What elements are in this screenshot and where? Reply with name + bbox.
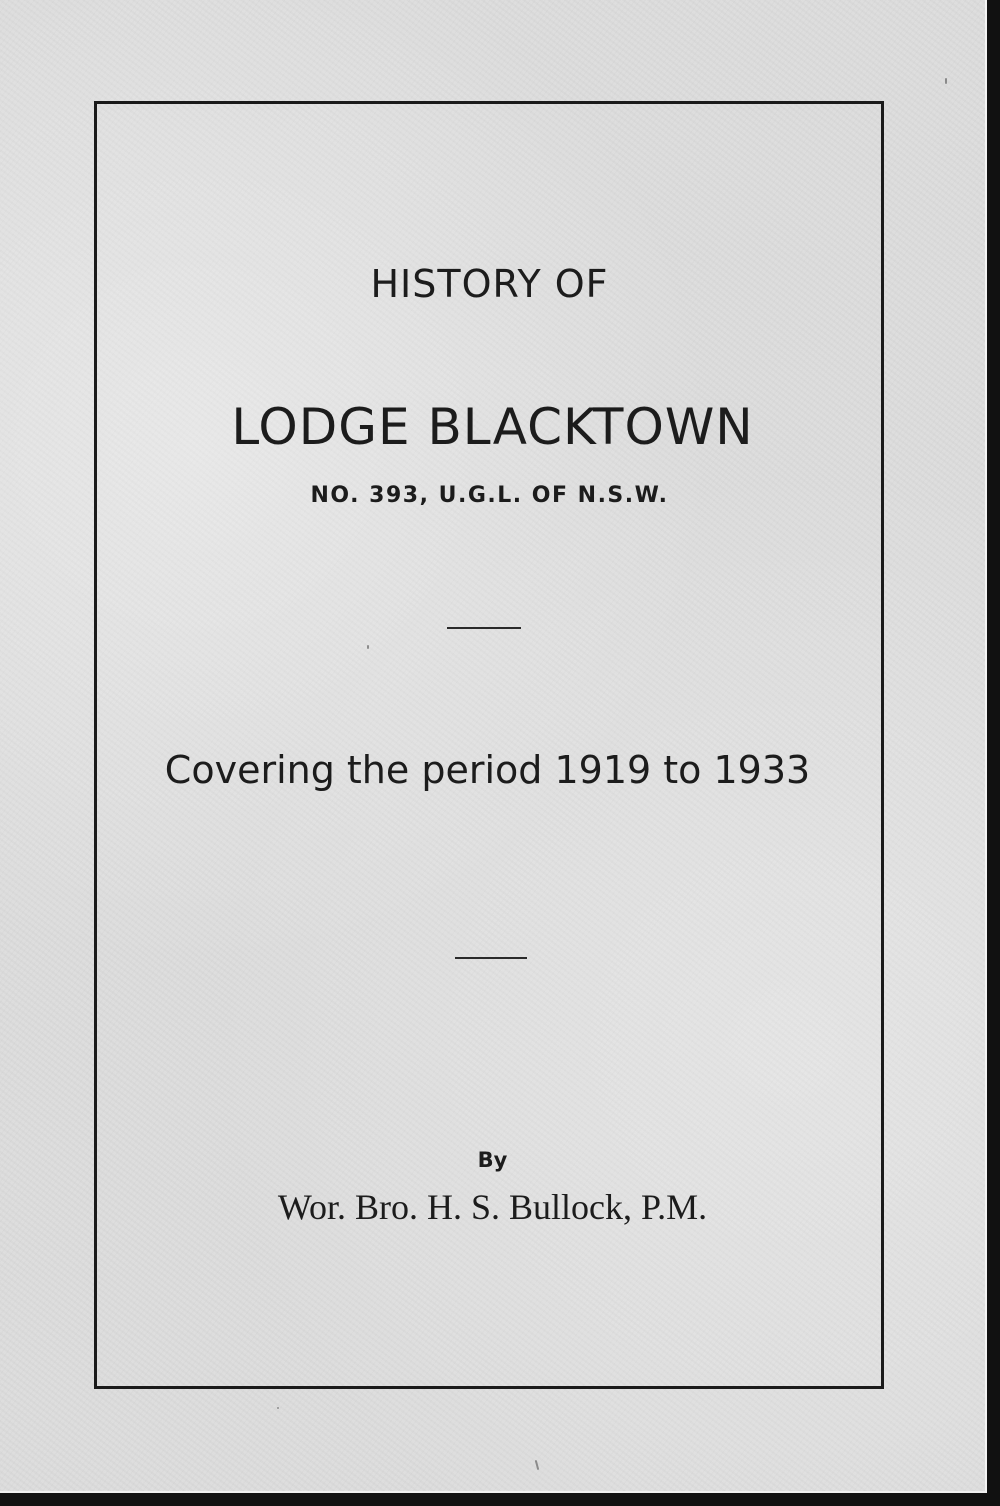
paper-speck (277, 1407, 279, 1409)
paper-speck (945, 78, 947, 84)
divider-rule-bottom (455, 957, 527, 959)
cover-title: LODGE BLACKTOWN (231, 398, 754, 456)
divider-rule-top (447, 627, 521, 629)
cover-subtitle: NO. 393, U.G.L. OF N.S.W. (310, 483, 669, 508)
author-name: Wor. Bro. H. S. Bullock, P.M. (277, 1187, 708, 1227)
paper-speck (535, 1460, 540, 1470)
cover-period: Covering the period 1919 to 1933 (164, 748, 811, 792)
cover-heading: HISTORY OF (370, 262, 609, 306)
by-label: By (477, 1148, 508, 1172)
paper-speck (367, 645, 369, 649)
